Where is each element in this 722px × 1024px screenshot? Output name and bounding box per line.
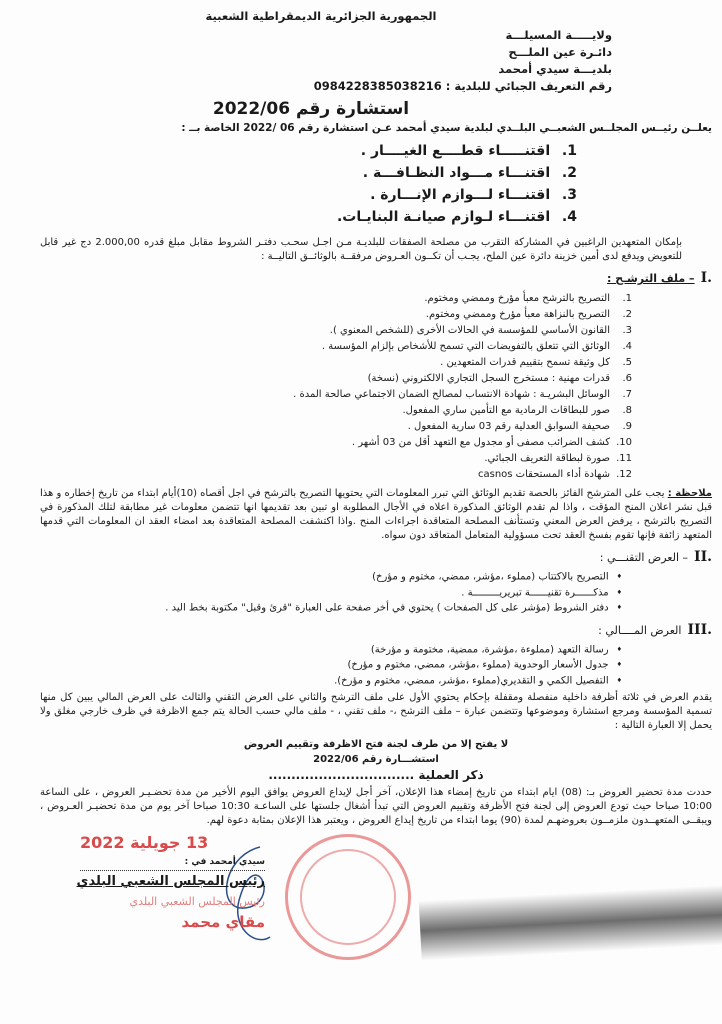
envelope-label: لا يفتح إلا من طرف لجنة فتح الاظرفة وتقييم العروض استشـــارة رقم 2022/06 ذكر العملية ................................ (243, 739, 509, 782)
stamp-name: مقاي محمد (181, 913, 265, 931)
list-item: ♦ جدول الأسعار الوحدوية (مملوء ،مؤشر، ممضي، مختوم و مؤرخ) (40, 657, 622, 673)
list-item: 8.صور للبطاقات الرمادية مع التأمين ساري المفعول. (402, 405, 632, 416)
items-list (40, 140, 577, 228)
date-stamp: 13 جويلية 2022 (80, 833, 209, 852)
tax-id: رقم التعريف الجبائي للبلدية : 0984228385038216 (313, 79, 612, 93)
list-item: 3. اقتنـــاء لـــوازم الإنـــارة . (370, 187, 577, 203)
scan-shadow (419, 883, 722, 961)
list-item: ♦ التفصيل الكمي و التقديري(مملوء ،مؤشر، ممضي، مختوم و مؤرخ). (40, 673, 622, 689)
list-item: 9.صحيفة السوابق العدلية رقم 03 سارية المفعول . (407, 421, 632, 432)
page-title: استشارة رقم 2022/06 (212, 99, 410, 119)
signature-block (40, 832, 712, 962)
republic-heading: الجمهورية الجزائرية الديمقراطية الشعبية (205, 9, 437, 23)
admin-header (40, 27, 612, 95)
candidature-docs (40, 291, 632, 483)
intro: يعلــن رئيــس المجلــس الشعبــي البلــدي لبلدية سيدي أمحمد عـن استشارة رقم 06 /2022 الخاصة بــ : (181, 122, 712, 134)
daira: دائـرة عين الملـــح (508, 45, 612, 59)
list-item: 2. اقتنـــاء مـــواد النظـافـــة . (362, 165, 577, 181)
availability-paragraph: بإمكان المتعهدين الراغبين في المشاركة التقرب من مصلحة الصفقات للبلديـة مـن اجـل سحـب دفتـر الشروط مقابل مبلغ قدره 2.000,00 دج غير قابل للتعويض ويدفع لدى أمين خزينة دائرة عين الملح، يجـب أن تكــون العـروض مرفقــة بالوثائــق التاليــة : (40, 237, 682, 262)
list-item: 5.كل وثيقة تسمح بتقييم قدرات المتعهدين . (440, 357, 632, 368)
section-2-heading: II.– العرض التقنـــي : (599, 549, 712, 565)
list-item: 10.كشف الضرائب مصفى أو مجدول مع التعهد أقل من 03 أشهر . (351, 437, 632, 448)
list-item: 2.التصريح بالنزاهة معبأ مؤرخ وممضي ومختوم. (425, 309, 632, 320)
note-label: ملاحظة : (667, 488, 712, 499)
technical-offer-list (40, 569, 622, 616)
signature-role: رئيس المجلس الشعبي البلدي (76, 874, 265, 889)
list-item: 1. اقتنـــــاء قطــــع الغيــــار . (360, 143, 577, 159)
list-item: 1.التصريح بالترشح معبأ مؤرخ وممضي ومختوم. (424, 293, 632, 304)
official-stamp (285, 834, 411, 960)
section-3-heading: III.العرض المــــالي : (598, 621, 712, 638)
financial-offer-list (40, 642, 622, 689)
list-item: 4. اقتنـــاء لـوازم صيانـة البنايـات. (336, 209, 577, 225)
section-1-heading: I.– ملف الترشـح : (607, 270, 712, 286)
list-item: 4.الوثائق التي تتعلق بالتفويضات التي تسمح للأشخاص بإلزام المؤسسة . (321, 341, 632, 352)
list-item: 12.شهادة أداء المستحقات casnos (477, 469, 632, 480)
deadline-paragraph: حددت مدة تحضير العروض بـ: (08) ايام ابتداء من تاريخ إمضاء هذا الإعلان، آخر أجل لإيداع العروض يوافق اليوم الأخير من مدة تحضـيـر العروض ، على الساعة 10:00 صباحا حيث تودع العروض إلى لجنة فتح الأظرفة وتقييم العروض التي تبدأ أشغال جلستها على الساعـة 10:30 صباحا آخر يوم من مدة تحضيـر العـروض ، ويبقــى المتعهــدون ملزمــون بعروضهـم لمدة (90) يوما ابتداء من تاريخ إيداع العروض ، ويعتبر هذا الإعلان بمثابة دعوة لهم. (40, 787, 713, 826)
list-item: 6.قدرات مهنية : مستخرج السجل التجاري الالكتروني (نسخة) (367, 373, 632, 384)
note: ملاحظة : يجب على المترشح الفائز بالحصة تقديم الوثائق التي تبرر المعلومات التي يحتويها التصريح بالترشح في اجل أقصاه (10)أيام ابتداء من تاريخ إخطاره و هذا قبل نشر اعلان المنح المؤقت ، واذا لم تقدم الوثائق المذكورة اعلاه في الأجال المطلوبة او تبين بعد تقديمها انها تتضمن معلومات غير مطابقة لتلك المذكورة في التصريح بالترشح ، يرفض العرض المعني وتستأنف المصلحة المتعاقدة اجراءات المنح .واذا اكتشفت المصلحة المتعاقدة بعد امضاء العقد ان المعلومات التي قدمها المتعهد زائفة فإنها تقوم بفسخ العقد تحت مسؤولية المتعامل المتعاقد دون سواه. (40, 488, 712, 541)
list-item: ♦ دفتر الشروط (مؤشر على كل الصفحات ) يحتوي في أخر صفحة على العبارة "قرئ وقبل" مكتوبة بخط اليد . (40, 600, 622, 616)
envelopes-paragraph: يقدم العرض في ثلاثة أظرفة داخلية منفصلة ومقفلة بإحكام يحتوي الأول على ملف الترشح والثاني على العرض التقني والثالث على العرض المالي يبين كل منها تسمية المؤسسة ومرجع استشارة وموضوعها وتتضمن عبارة – ملف الترشح ،- ملف تقني ، - ملف مالي حسب الحالة يتم جمع الاظرفة في ظرف خارجي مغلق ولا يحمل إلا العبارة التالية : (40, 692, 712, 731)
wilaya: ولايـــــة المسيلـــة (505, 28, 612, 42)
list-item: ♦ رسالة التعهد (مملوءة ،مؤشرة، ممضية، مختومة و مؤرخة) (40, 642, 622, 658)
list-item: 3.القانون الأساسي للمؤسسة في الحالات الأخرى (للشخص المعنوي ). (329, 325, 632, 336)
list-item: ♦ التصريح بالاكتتاب (مملوء ،مؤشر، ممضي، مختوم و مؤرخ) (40, 569, 622, 585)
list-item: 11.صورة لبطاقة التعريف الجبائي. (484, 453, 632, 464)
list-item: 7.الوسائل البشريـة : شهادة الانتساب لمصالح الضمان الاجتماعي صالحة المدة . (293, 389, 632, 400)
commune: بلديـــة سيدي أمحمد (498, 62, 612, 76)
list-item: ♦ مذكــــــرة تقنيــــــة تبريريـــــــــة . (40, 585, 622, 601)
signature-text (76, 832, 265, 933)
stamp-role: رئيس المجلس الشعبي البلدي (129, 895, 265, 908)
signature-place: سيدي أمحمد في : (80, 854, 265, 871)
